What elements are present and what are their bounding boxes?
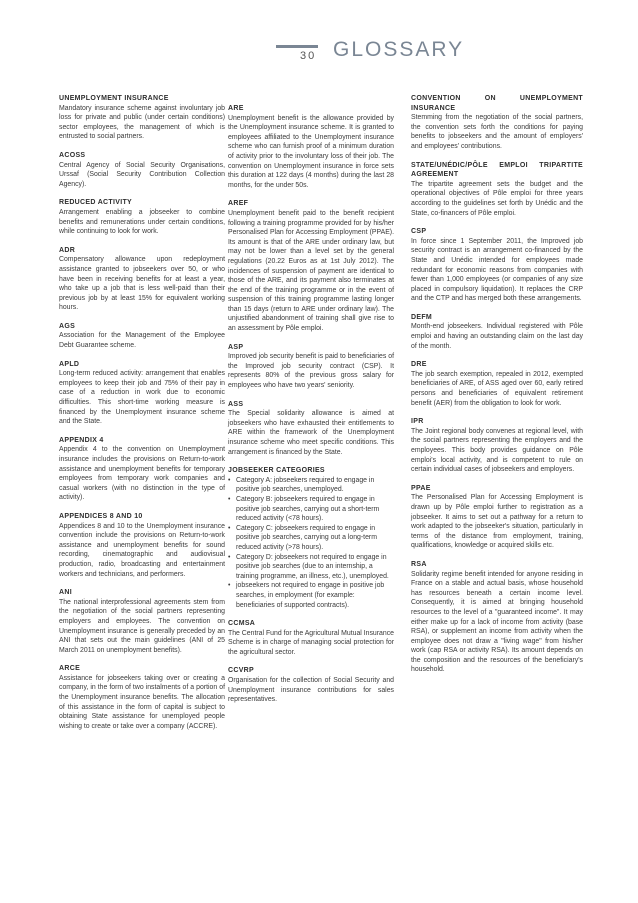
glossary-entry (411, 560, 583, 675)
glossary-definition: Stemming from the negotiation of the social partners, the convention sets forth the conditions for paying benefits to jobseekers and the amount of employers' and employees' contributions. (411, 114, 583, 150)
glossary-definition: In force since 1 September 2011, the Improved job security contract is an arrangement co-financed by the State and Unédic intended for employees made redundant for economic reasons from companies with fewer than 1,000 employees (or companies of any size placed in compulsory liquidation). It replaces the CRP and the CTP and has merged both these arrangements. (411, 237, 583, 303)
glossary-definition: The Joint regional body convenes at regional level, with the social partners representing the employers and the employees. This body provides guidance on Pôle emploi's local activity, and is competent to rule on certain individual cases of jobseekers and employers. (411, 427, 583, 474)
glossary-bullet-item: • jobseekers not required to engage in positive job searches, in employment (for example: beneficiaries of supported contracts). (228, 581, 394, 610)
glossary-term: ACOSS (59, 151, 86, 159)
glossary-entry (228, 343, 394, 391)
glossary-entry (228, 104, 394, 190)
glossary-term: UNEMPLOYMENT INSURANCE (59, 95, 169, 102)
header-rule (276, 45, 318, 48)
glossary-column-2 (228, 104, 394, 714)
glossary-entry (411, 417, 583, 475)
glossary-entry (228, 466, 394, 610)
glossary-definition: Arrangement enabling a jobseeker to combine benefits and remunerations under certain conditions, while continuing to look for work. (59, 208, 225, 236)
glossary-definition: Compensatory allowance upon redeployment assistance granted to jobseekers over 50, or who have been in receiving benefits for at least a year, who take up a job that is less well-paid than their previous job by at least 15% for equivalent working hours. (59, 256, 225, 312)
glossary-entry (59, 246, 225, 313)
glossary-entry (411, 161, 583, 219)
glossary-definition: Appendices 8 and 10 to the Unemployment insurance convention include the provisions on Return-to-work assistance and unemployment benefits for sound recording, cinematographic and audiovisual production, radio, broadcasting and entertainment workers and technicians, and performers. (59, 522, 225, 578)
glossary-term: DEFM (411, 313, 433, 321)
page-number: 30 (300, 50, 317, 62)
glossary-definition: Organisation for the collection of Social Security and Unemployment insurance contributions for sales representatives. (228, 677, 394, 704)
glossary-entry (411, 484, 583, 551)
glossary-bullet-item: • Category A: jobseekers required to engage in positive job searches, unemployed. (228, 476, 394, 495)
glossary-bullet-item: • Category C: jobseekers required to engage in positive job searches, carrying out a long-term reduced activity (>78 hours). (228, 524, 394, 553)
glossary-term: ASS (228, 400, 244, 408)
glossary-column-3 (411, 94, 583, 684)
glossary-term: CCMSA (228, 620, 256, 628)
glossary-entry (59, 322, 225, 351)
glossary-bullet-item: • Category B: jobseekers required to engage in positive job searches, carrying out a short-term reduced activity (<78 hours). (228, 495, 394, 524)
glossary-entry (59, 94, 225, 142)
glossary-entry (59, 664, 225, 731)
glossary-entry (411, 313, 583, 351)
glossary-term: REDUCED ACTIVITY (59, 199, 132, 207)
glossary-entry (59, 512, 225, 579)
page-title: GLOSSARY (333, 38, 465, 61)
glossary-definition: Solidarity regime benefit intended for anyone residing in France on a stable and actual basis, whose household has resources beneath a certain income level. Consequently, it is aimed at bringing household resources to the level of a "guaranteed income". It may either make up for a lack of income from activity (base RSA), or supplement an income from activity when the employee does not draw a "living wage" from his/her work (cap RSA or activity RSA). Its amount depends on the composition and the resources of the beneficiary's household. (411, 570, 583, 674)
glossary-definition: The Personalised Plan for Accessing Employment is drawn up by Pôle emploi further to registration as a jobseeker. It aims to set out a pathway for a return to work adapted to the jobseeker's situation, particularly in terms of the distance from employment, training, qualifications, knowledge or acquired skills etc. (411, 494, 583, 550)
glossary-definition: Central Agency of Social Security Organisations, Urssaf (Social Security Contribution Collection Agency). (59, 161, 225, 188)
glossary-entry (59, 360, 225, 427)
glossary-term: JOBSEEKER CATEGORIES (228, 467, 325, 475)
glossary-entry (228, 400, 394, 458)
glossary-bullet-list (228, 476, 394, 610)
glossary-definition: Long-term reduced activity: arrangement that enables employees to keep their job and 75% of their pay in case of a reduction in work due to economic difficulties. This short-time working measure is financed by the Unemployment insurance scheme and the State. (59, 370, 225, 426)
glossary-entry (228, 666, 394, 704)
glossary-definition: The job search exemption, repealed in 2012, exempted beneficiaries of ARE, of ASS aged over 60, early retired persons and beneficiaries of equivalent retirement benefit (AER) from the obligation to look for work. (411, 370, 583, 407)
glossary-entry (411, 227, 583, 304)
glossary-definition: The Special solidarity allowance is aimed at jobseekers who have exhausted their entitlements to ARE within the framework of the Unemployment insurance scheme who meet specific conditions. This arrangement is financed by the State. (228, 410, 394, 456)
glossary-definition: The tripartite agreement sets the budget and the operational objectives of Pôle emploi for three years according to the guidelines set forth by Unédic and the State, co-financers of Pôle emploi. (411, 180, 583, 217)
glossary-definition: Assistance for jobseekers taking over or creating a company, in the form of two instalments of a portion of the Unemployment insurance benefits. The allocation of this assistance in the form of capital is subject to obtaining State assistance for unemployed people wishing to create or take over a company (ACCRE). (59, 674, 225, 730)
glossary-definition: The national interprofessional agreements stem from the negotiation of the social partners representing employers and employees. The convention on Unemployment insurance is generally preceded by an ANI that sets out the main guidelines (ANI of 25 March 2011 on unemployment benefits). (59, 598, 225, 654)
glossary-entry (228, 199, 394, 333)
glossary-term: APPENDICES 8 AND 10 (59, 512, 143, 520)
glossary-definition: Month-end jobseekers. Individual registered with Pôle emploi and having an outstanding claim on the last day of the month. (411, 323, 583, 350)
glossary-definition: Appendix 4 to the convention on Unemployment insurance includes the provisions on Return-to-work assistance and unemployment benefits for temporary employees from temporary work companies and casual workers (with no distinction in the type of activity). (59, 446, 225, 502)
glossary-term: ASP (228, 343, 244, 351)
glossary-term: ARCE (59, 665, 81, 673)
glossary-term: STATE/UNÉDIC/PÔLE EMPLOI TRIPARTITE AGREEMENT (411, 161, 583, 179)
glossary-term: AREF (228, 200, 249, 208)
glossary-definition: Improved job security benefit is paid to beneficiaries of the Improved job security contract (CSP). It represents 80% of the previous gross salary for employees who have two years' seniority. (228, 353, 394, 390)
glossary-definition: The Central Fund for the Agricultural Mutual Insurance Scheme is in charge of managing social protection for the agricultural sector. (228, 629, 394, 656)
glossary-definition: Unemployment benefit paid to the benefit recipient following a training programme provided for by his/her Personalised Plan for Accessing Employment (PPAE). Its amount is that of the ARE under ordinary law, but may not be lower than a level set by the general regulations (20.22 Euros as at 1st July 2012). The incidences of suspension of payment are identical to those of the ARE, and its payment also terminates at the end of the training programme or in the event of suspension of this training programme lasting longer than 15 days (return to ARE under ordinary law). The unjustified abandonment of training shall give rise to an assessment by Pôle emploi. (228, 209, 394, 333)
glossary-term: IPR (411, 418, 424, 426)
page-header (0, 36, 638, 76)
glossary-entry (411, 94, 583, 152)
glossary-column-1 (59, 94, 225, 740)
glossary-term: CSP (411, 228, 427, 236)
glossary-entry (228, 619, 394, 657)
glossary-term: CCVRP (228, 667, 255, 675)
glossary-entry (59, 151, 225, 189)
glossary-entry (59, 436, 225, 503)
glossary-entry (59, 198, 225, 236)
glossary-term: ANI (59, 589, 72, 597)
glossary-term: RSA (411, 560, 427, 568)
glossary-term: CONVENTION ON UNEMPLOYMENT INSURANCE (411, 95, 583, 112)
glossary-term: PPAE (411, 484, 431, 492)
glossary-term: APPENDIX 4 (59, 436, 104, 444)
glossary-term: ADR (59, 246, 76, 254)
glossary-term: AGS (59, 322, 76, 330)
glossary-term: ARE (228, 105, 244, 112)
glossary-entry (411, 360, 583, 408)
glossary-definition: Mandatory insurance scheme against involuntary job loss for private and public (under certain conditions) sector employees, the management of which is entrusted to social partners. (59, 104, 225, 141)
glossary-entry (59, 588, 225, 655)
glossary-definition: Unemployment benefit is the allowance provided by the Unemployment insurance scheme. It is granted to employees affiliated to the Unemployment insurance scheme who can furnish proof of a minimum duration of activity prior to the involuntary loss of their job. The convention on Unemployment insurance in force sets this duration at 122 days (4 months) during the last 28 months, for the under 50s. (228, 114, 394, 189)
glossary-term: APLD (59, 360, 80, 368)
glossary-definition: Association for the Management of the Employee Debt Guarantee scheme. (59, 332, 225, 350)
glossary-term: DRE (411, 361, 427, 369)
glossary-bullet-item: • Category D: jobseekers not required to engage in positive job searches (due to an internship, a training programme, an illness, etc.), unemployed. (228, 553, 394, 582)
